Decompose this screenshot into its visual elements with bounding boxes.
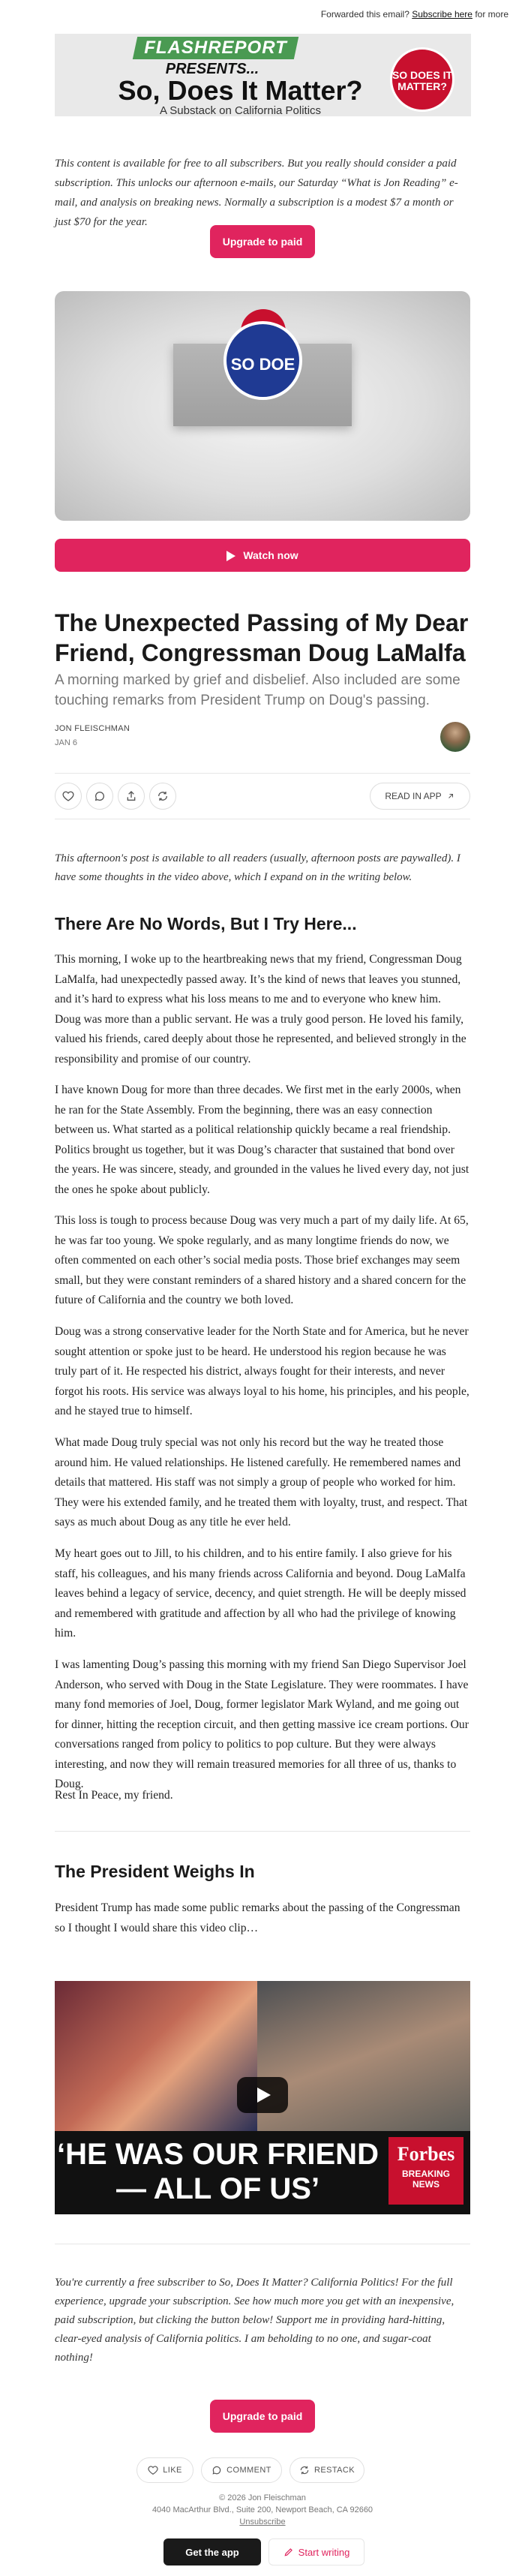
heart-icon <box>148 2465 158 2475</box>
restack-button[interactable] <box>149 783 176 810</box>
read-in-app-label: READ IN APP <box>385 791 442 801</box>
post-date: JAN 6 <box>55 738 77 747</box>
start-writing-label: Start writing <box>298 2546 350 2558</box>
unsubscribe-link[interactable]: Unsubscribe <box>239 2517 286 2526</box>
clip-caption: ‘HE WAS OUR FRIEND— ALL OF US’ <box>55 2131 381 2214</box>
arrow-out-icon <box>446 792 455 801</box>
forwarded-bar <box>0 9 508 20</box>
like-pill-button[interactable] <box>136 2457 194 2483</box>
banner-subtitle: A Substack on California Politics <box>159 104 322 117</box>
forwarded-suffix: for more <box>475 9 508 20</box>
restack-label: RESTACK <box>314 2466 355 2475</box>
comment-icon <box>212 2465 222 2475</box>
author-name[interactable]: JON FLEISCHMAN <box>55 724 130 733</box>
section-heading-1: There Are No Words, But I Try Here... <box>55 914 357 933</box>
forbes-badge <box>381 2131 470 2214</box>
restack-icon <box>157 790 169 802</box>
post-title[interactable]: The Unexpected Passing of My Dear Friend, Congressman Doug LaMalfa <box>55 609 469 666</box>
paragraph: Rest In Peace, my friend. <box>55 1789 173 1802</box>
breaking-news-label: BREAKING NEWS <box>401 2169 450 2190</box>
upgrade-note: You're currently a free subscriber to So, Does It Matter? California Politics! For the full experience, upgrade your subscription. See how much more you get with an inexpensive, paid subscription, but clicking the button below! Support me in providing hard-hitting, clear-eyed analysis of California politics. I am beholding to no one, and sugar-coat nothing! <box>55 2277 454 2364</box>
pen-icon <box>284 2547 294 2557</box>
video-logo-text: SO DOE <box>230 355 296 374</box>
paragraph: Doug was a strong conservative leader for the North State and for America, but he never sought attention or spoke just to be heard. He understood his region because he was truly part of it. He respected his district, always fought for their interests, and never forgot his roots. His service was always loyal to his home, his principles, and his people, and he stayed true to himself. <box>55 1325 470 1417</box>
paragraph: I have known Doug for more than three decades. We first met in the early 2000s, when he ran for the State Assembly. From the beginning, there was an easy connection between us. What started as a political relationship quickly became a real friendship. Politics brought us together, but it was Doug’s character that sustained that bond over the years. He was sincere, steady, and grounded in the values he lived every day, not just the ones he spoke about publicly. <box>55 1084 470 1196</box>
header-banner <box>55 34 471 116</box>
video-thumbnail[interactable] <box>55 291 470 521</box>
comment-label: COMMENT <box>226 2466 272 2475</box>
share-icon <box>125 790 137 802</box>
paragraph: I was lamenting Doug’s passing this morning with my friend San Diego Supervisor Joel Anderson, who served with Doug in the State Legislature. They were roommates. I have many fond memories of Joel, Doug, former legislator Mark Wyland, and me going out for dinner, hitting the reception circuit, and then getting massive ice cream portions. Our conversations ranged from policy to politics to pop culture. But they were always interesting, and now they will remain treasured memories for all three of us, thanks to Doug. <box>55 1658 469 1790</box>
divider <box>55 773 470 774</box>
divider <box>55 1831 470 1832</box>
start-writing-button[interactable] <box>268 2538 364 2565</box>
paragraph: My heart goes out to Jill, to his children, and to his entire family. I also grieve for his staff, his colleagues, and his many friends across California and beyond. Doug LaMalfa leaves behind a legacy of service, decency, and quiet strength. He will be deeply missed and remembered with gratitude and affection by all who had the privilege of knowing him. <box>55 1547 466 1640</box>
post-subtitle: A morning marked by grief and disbelief. Also included are some touching remarks from President Trump on Doug's passing. <box>55 672 460 708</box>
paragraph: This morning, I woke up to the heartbreaking news that my friend, Congressman Doug LaMalfa, had unexpectedly passed away. It’s the kind of news that leaves you stunned, and it’s hard to express what his loss means to me and to everyone who knew him. Doug was more than a public servant. He was a truly good person. He loved his family, valued his friends, cared deeply about those he represented, and believed strongly in the responsibility and promise of our country. <box>55 953 466 1066</box>
paragraph: This loss is tough to process because Doug was very much a part of my daily life. At 65, he was far too young. We spoke regularly, and as many longtime friends do now, we often commented on each other’s social media posts. Those brief exchanges may seem small, but they were constant reminders of a shared history and a shared concern for the future of California and the country we both loved. <box>55 1214 469 1306</box>
read-in-app-button[interactable] <box>370 783 470 810</box>
watch-now-button[interactable] <box>55 539 470 572</box>
badge-text: SO DOES IT MATTER? <box>392 69 453 92</box>
clip-right-image <box>257 1981 470 2131</box>
address: 4040 MacArthur Blvd., Suite 200, Newport Beach, CA 92660 <box>152 2505 374 2514</box>
flashreport-logo: FLASHREPORT <box>133 37 298 59</box>
clip-left-image <box>55 1981 257 2131</box>
play-icon[interactable] <box>237 2077 288 2113</box>
intro-text: This content is available for free to all subscribers. But you really should consider a paid subscription. This unlocks our afternoon e-mails, our Saturday “What is Jon Reading” e-mail, and analysis on breaking news. Normally a subscription is a modest $7 a month or just $70 for the year. <box>55 158 458 228</box>
upgrade-button-top[interactable]: Upgrade to paid <box>210 225 315 258</box>
watch-now-label: Watch now <box>243 549 298 561</box>
section-heading-2: The President Weighs In <box>55 1862 255 1881</box>
video-clip[interactable] <box>55 1981 470 2214</box>
heart-icon <box>62 790 74 802</box>
like-label: LIKE <box>163 2466 182 2475</box>
upgrade-button-bottom[interactable]: Upgrade to paid <box>210 2400 315 2433</box>
forwarded-text: Forwarded this email? <box>320 9 410 20</box>
comment-icon <box>94 790 106 802</box>
subscribe-link[interactable]: Subscribe here <box>412 9 472 20</box>
comment-pill-button[interactable] <box>201 2457 282 2483</box>
avatar[interactable] <box>440 722 470 752</box>
play-icon <box>226 551 236 561</box>
forbes-logo: Forbes <box>397 2143 455 2165</box>
restack-icon <box>299 2465 310 2475</box>
paragraph: What made Doug truly special was not only his record but the way he treated those around him. He valued relationships. He listened carefully. He remembered names and details that mattered. His staff was not simply a group of people who worked for him. They were his extended family, and he treated them with loyalty, trust, and respect. That says as much about Doug as any title he ever held. <box>55 1436 468 1528</box>
like-button[interactable] <box>55 783 82 810</box>
get-app-button[interactable]: Get the app <box>164 2538 261 2565</box>
paragraph: President Trump has made some public remarks about the passing of the Congressman so I thought I would share this video clip… <box>55 1901 460 1934</box>
comment-button[interactable] <box>86 783 113 810</box>
banner-presents: PRESENTS... <box>165 61 260 77</box>
availability-note: This afternoon's post is available to all readers (usually, afternoon posts are paywalled). I have some thoughts in the video above, which I expand on in the writing below. <box>55 852 460 883</box>
restack-pill-button[interactable] <box>290 2457 364 2483</box>
banner-title: So, Does It Matter? <box>118 75 363 106</box>
copyright: © 2026 Jon Fleischman <box>219 2493 306 2502</box>
badge-logo <box>381 47 464 112</box>
share-button[interactable] <box>118 783 145 810</box>
